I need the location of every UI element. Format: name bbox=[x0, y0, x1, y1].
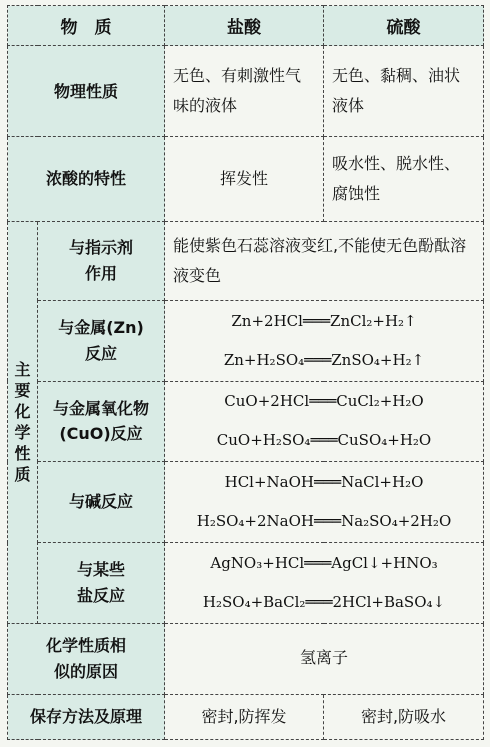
salt-row bbox=[8, 543, 484, 624]
base-equations bbox=[165, 462, 484, 543]
main-chemical-properties-label bbox=[8, 222, 38, 624]
storage-h2so4: 密封,防吸水 bbox=[324, 694, 484, 739]
salt-label-line1: 与某些 bbox=[76, 560, 125, 580]
vert-char: 质 bbox=[14, 465, 31, 485]
physical-row bbox=[8, 46, 484, 137]
metal-oxide-label-line2: (CuO)反应 bbox=[59, 424, 143, 444]
metal-oxide-label-line1: 与金属氧化物 bbox=[52, 398, 149, 418]
equation: H₂SO₄+BaCl₂═══2HCl+BaSO₄↓ bbox=[202, 592, 446, 611]
similar-row bbox=[8, 623, 484, 694]
similar-text: 氢离子 bbox=[165, 623, 484, 694]
metal-equations bbox=[165, 300, 484, 381]
equation: AgNO₃+HCl═══AgCl↓+HNO₃ bbox=[210, 553, 438, 572]
equation: H₂SO₄+2NaOH═══Na₂SO₄+2H₂O bbox=[196, 512, 452, 531]
salt-label-line2: 盐反应 bbox=[76, 585, 125, 605]
equation: Zn+2HCl═══ZnCl₂+H₂↑ bbox=[231, 311, 417, 330]
metal-oxide-equations bbox=[165, 381, 484, 462]
metal-oxide-label bbox=[38, 381, 165, 462]
vert-char: 性 bbox=[14, 444, 31, 464]
concentrated-label: 浓酸的特性 bbox=[8, 137, 165, 222]
physical-hcl: 无色、有刺激性气味的液体 bbox=[165, 46, 324, 137]
header-row bbox=[8, 6, 484, 46]
vert-char: 主 bbox=[14, 360, 31, 380]
metal-label-line2: 反应 bbox=[84, 343, 117, 363]
similar-label-line1: 化学性质相 bbox=[45, 636, 126, 656]
indicator-row bbox=[8, 222, 484, 301]
equation: HCl+NaOH═══NaCl+H₂O bbox=[224, 473, 424, 492]
base-label: 与碱反应 bbox=[38, 462, 165, 543]
equation: CuO+2HCl═══CuCl₂+H₂O bbox=[224, 392, 424, 411]
header-substance: 物 质 bbox=[8, 6, 165, 46]
base-row bbox=[8, 462, 484, 543]
metal-label bbox=[38, 300, 165, 381]
indicator-label-line2: 作用 bbox=[84, 263, 117, 283]
concentrated-hcl: 挥发性 bbox=[165, 137, 324, 222]
similar-label bbox=[8, 623, 165, 694]
salt-equations bbox=[165, 543, 484, 624]
vert-char: 学 bbox=[14, 423, 31, 443]
indicator-label-line1: 与指示剂 bbox=[68, 238, 133, 258]
salt-label bbox=[38, 543, 165, 624]
indicator-label bbox=[38, 222, 165, 301]
equation: Zn+H₂SO₄═══ZnSO₄+H₂↑ bbox=[223, 350, 425, 369]
metal-oxide-row bbox=[8, 381, 484, 462]
similar-label-line2: 似的原因 bbox=[53, 661, 118, 681]
equation: CuO+H₂SO₄═══CuSO₄+H₂O bbox=[216, 431, 432, 450]
concentrated-row bbox=[8, 137, 484, 222]
header-hcl: 盐酸 bbox=[165, 6, 324, 46]
vert-char: 化 bbox=[14, 402, 31, 422]
acid-comparison-table bbox=[7, 5, 484, 740]
indicator-text: 能使紫色石蕊溶液变红,不能使无色酚酞溶液变色 bbox=[165, 222, 484, 301]
storage-row bbox=[8, 694, 484, 739]
storage-label: 保存方法及原理 bbox=[8, 694, 165, 739]
concentrated-h2so4: 吸水性、脱水性、腐蚀性 bbox=[324, 137, 484, 222]
storage-hcl: 密封,防挥发 bbox=[165, 694, 324, 739]
header-h2so4: 硫酸 bbox=[324, 6, 484, 46]
vert-char: 要 bbox=[14, 381, 31, 401]
physical-label: 物理性质 bbox=[8, 46, 165, 137]
metal-label-line1: 与金属(Zn) bbox=[58, 318, 144, 338]
metal-row bbox=[8, 300, 484, 381]
physical-h2so4: 无色、黏稠、油状液体 bbox=[324, 46, 484, 137]
